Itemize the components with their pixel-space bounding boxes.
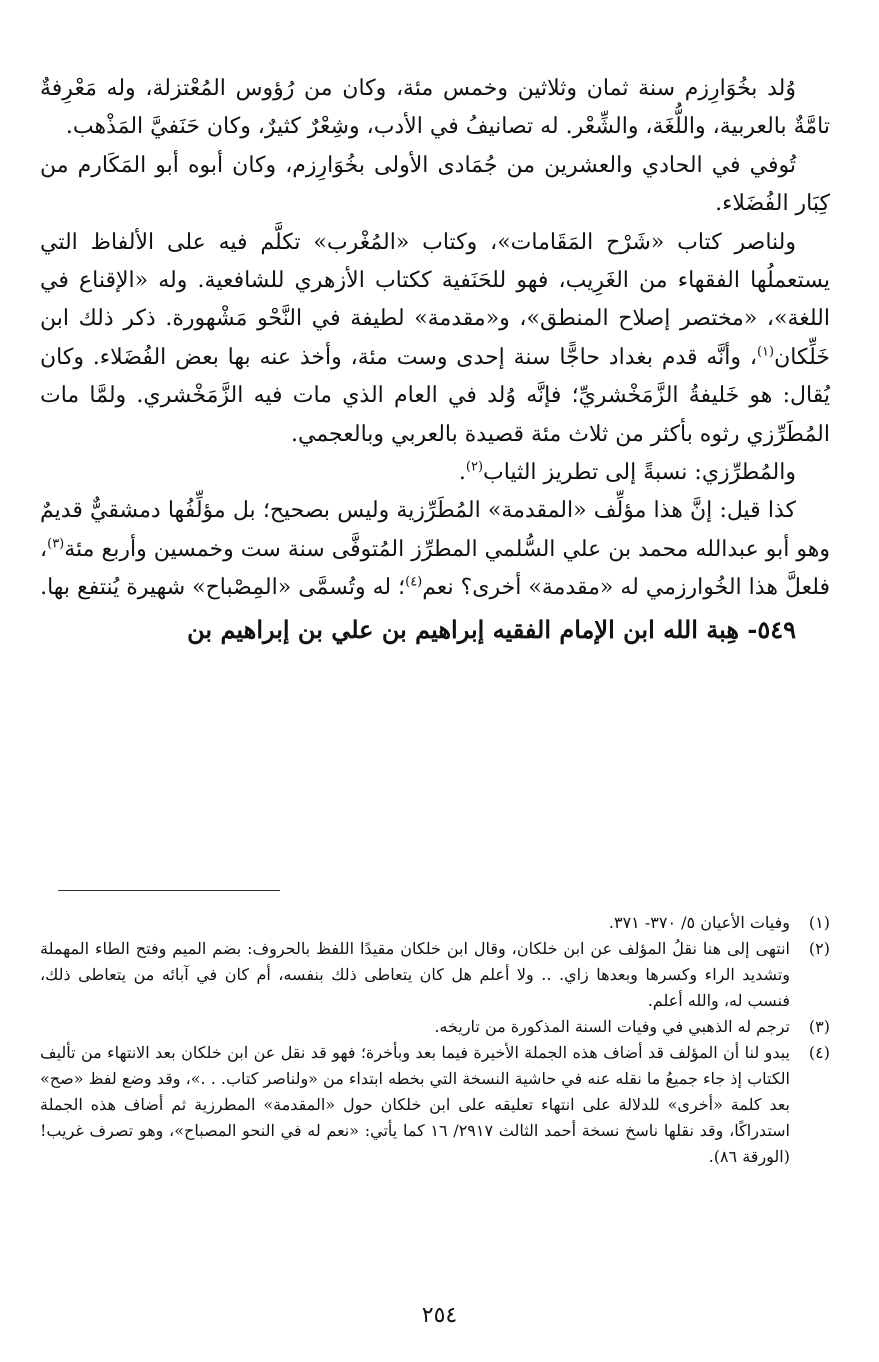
paragraph-1: وُلد بخُوَارِزم سنة ثمان وثلاثين وخمس مئة، وكان من رُؤوس المُعْتزلة، وله مَعْرِفةٌ تامَّةٌ بالعربية، واللُّغَة، والشِّعْر. له تصانيفُ في الأدب، وشِعْرٌ كثيرٌ، وكان حَنَفيَّ المَذْهب. [40,76,830,140]
footnote-ref-3[interactable]: (٣) [47,536,65,552]
paragraph-5-text-c: ؛ له وتُسمَّى «المِصْباح» شهيرة يُنتفع بها. [40,575,406,601]
footnote-ref-1[interactable]: (١) [756,344,775,360]
paragraph-5 [40,492,830,607]
footnote-text: ترجم له الذهبي في وفيات السنة المذكورة من تاريخه. [434,1017,790,1036]
footnote-text: وفيات الأعيان ٥/ ٣٧٠- ٣٧١. [608,913,790,932]
footnote-3 [40,1014,830,1040]
paragraph-3-text-b: ، وأنَّه قدم بغداد حاجًّا سنة إحدى وست مئة، وأخذ عنه بها بعض الفُضَلاء. وكان يُقال: هو خَليفةُ الزَّمَخْشريِّ؛ فإنَّه وُلد في العام الذي مات فيه الزَّمَخْشري. ولمَّا مات المُطَرِّزي رثوه بأكثر من ثلاث مئة قصيدة بالعربي وبالعجمي. [40,344,830,447]
footnote-number: (٤) [808,1043,830,1062]
footnote-4 [40,1040,830,1170]
footnote-text: انتهى إلى هنا نقلُ المؤلف عن ابن خلكان، وقال ابن خلكان مقيدًا اللفظ بالحروف: بضم الميم وفتح الطاء المهملة وتشديد الراء وكسرها وبعدها زاي. .. ولا أعلم هل كان يتعاطى ذلك بنفسه، أم كان في آبائه من يتعاطى ذلك، فنسب له، والله أعلم. [40,939,791,1010]
footnote-number: (١) [808,913,830,932]
footnotes [40,910,830,1170]
paragraph-5-text-b: ، فلعلَّ هذا الخُوارزمي له «مقدمة» أخرى؟ نعم [40,536,830,601]
paragraph-3 [40,224,830,454]
paragraph-5-text-a: كذا قيل: إنَّ هذا مؤلِّف «المقدمة» المُطَرِّزية وليس بصحيح؛ بل مؤلِّفُها دمشقيٌّ قديمٌ وهو أبو عبدالله محمد بن علي السُّلمي المطرِّز المُتوفَّى سنة ست وخمسين وأربع مئة [40,498,830,562]
footnote-number: (٣) [808,1017,830,1036]
footnote-1 [40,910,830,936]
paragraph-3-text-a: ولناصر كتاب «شَرْح المَقَامات»، وكتاب «المُغْرب» تكلَّم فيه على الألفاظ التي يستعملُها الفقهاء من الغَرِيب، فهو للحَنَفية ككتاب الأزهري للشافعية. وله «الإقناع في اللغة»، «مختصر إصلاح المنطق»، و«مقدمة» لطيفة في النَّحْو مَشْهورة. ذكر ذلك ابن خَلِّكان [40,229,830,370]
main-text [40,70,830,650]
footnote-ref-4[interactable]: (٤) [405,574,423,590]
footnote-separator [58,890,280,891]
page-number: ٢٥٤ [421,1303,458,1328]
paragraph-2: تُوفي في الحادي والعشرين من جُمَادى الأولى بخُوَارِزم، وكان أبوه أبو المَكَارم من كِبَار الفُضَلاء. [40,152,830,217]
paragraph-4-text-a: والمُطرِّزي: نسبةً إلى تطريز الثياب [483,460,796,486]
entry-heading: ٥٤٩- هِبة الله ابن الإمام الفقيه إبراهيم بن علي بن إبراهيم بن [187,614,796,644]
footnote-number: (٢) [808,939,830,958]
paragraph-4-text-b: . [458,460,466,486]
footnote-ref-2[interactable]: (٢) [465,459,484,475]
paragraph-4 [40,454,830,492]
footnote-text: يبدو لنا أن المؤلف قد أضاف هذه الجملة الأخيرة فيما بعد وبأخرة؛ فهو قد نقل عن ابن خلكان بعد الانتهاء من تأليف الكتاب إذ جاء جميعُ ما نقله عنه في حاشية النسخة التي بخطه ابتداء من «ولناصر كتاب. . .»، وقد وضع لفظ «صح» بعد كلمة «أخرى» للدلالة على انتهاء تعليقه على ابن خلكان حول «المقدمة» المطرزية ثم أضاف هذه الجملة استدراكًا، وقد نقلها ناسخ نسخة أحمد الثالث ٢٩١٧/ ١٦ كما يأتي: «نعم له في النحو المصباح»، وهو تصرف غريب! (الورقة ٨٦). [40,1043,790,1166]
footnote-2 [40,936,830,1014]
